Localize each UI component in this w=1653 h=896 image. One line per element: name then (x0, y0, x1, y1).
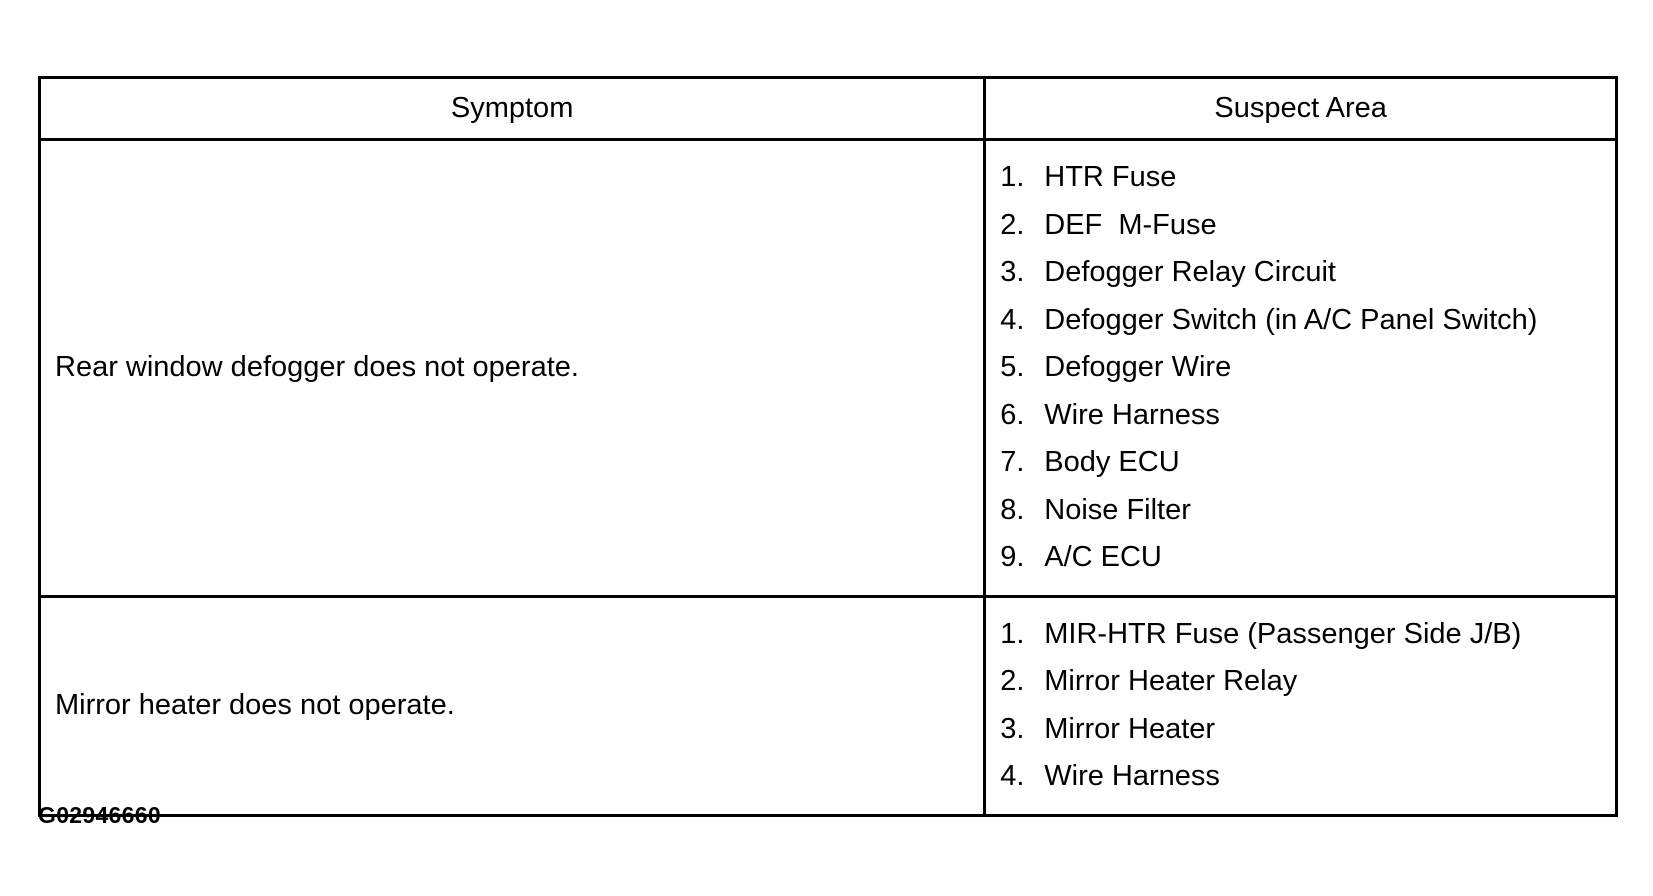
item-number: 3. (1000, 712, 1025, 745)
table-row (40, 140, 1617, 597)
item-number: 8. (1000, 493, 1025, 526)
item-number: 9. (1000, 541, 1025, 573)
header-symptom: Symptom (40, 78, 985, 140)
item-number: 1. (1000, 617, 1025, 650)
list-item (1000, 439, 1615, 487)
item-number: 7. (1000, 446, 1025, 478)
item-text: Wire Harness (1044, 398, 1220, 431)
item-text: Defogger Wire (1044, 351, 1232, 383)
item-number: 6. (1000, 398, 1025, 431)
list-item (1000, 249, 1615, 297)
item-text: Mirror Heater Relay (1044, 665, 1298, 697)
list-item (1000, 202, 1615, 250)
list-item (1000, 753, 1615, 801)
item-text: HTR Fuse (1044, 161, 1177, 193)
header-suspect-area: Suspect Area (985, 78, 1617, 140)
item-text: Defogger Relay Circuit (1044, 256, 1336, 288)
item-text: Wire Harness (1044, 760, 1220, 792)
table-header-row (40, 78, 1617, 140)
item-text: A/C ECU (1044, 541, 1162, 573)
symptom-cell: Rear window defogger does not operate. (40, 140, 985, 597)
symptom-table (38, 76, 1618, 817)
list-item (1000, 344, 1615, 392)
list-item (1000, 297, 1615, 345)
item-number: 4. (1000, 760, 1025, 792)
list-item (1000, 392, 1615, 440)
item-text: Noise Filter (1044, 493, 1191, 526)
table-row (40, 596, 1617, 815)
list-item (1000, 658, 1615, 706)
list-item (1000, 154, 1615, 202)
figure-id: G02946660 (38, 802, 161, 828)
symptom-cell: Mirror heater does not operate. (40, 596, 985, 815)
list-item (1000, 706, 1615, 754)
item-text: Body ECU (1044, 446, 1180, 478)
suspect-list (1000, 611, 1615, 801)
list-item (1000, 611, 1615, 659)
suspect-list (1000, 154, 1615, 582)
list-item (1000, 534, 1615, 582)
item-number: 3. (1000, 256, 1025, 288)
item-text: MIR-HTR Fuse (Passenger Side J/B) (1044, 617, 1522, 650)
suspect-cell (985, 140, 1617, 597)
suspect-cell (985, 596, 1617, 815)
item-number: 2. (1000, 208, 1025, 241)
item-text: Mirror Heater (1044, 712, 1216, 745)
list-item (1000, 487, 1615, 535)
item-number: 2. (1000, 665, 1025, 697)
item-text: DEF M-Fuse (1044, 208, 1217, 241)
item-number: 4. (1000, 303, 1025, 336)
item-number: 5. (1000, 351, 1025, 383)
item-text: Defogger Switch (in A/C Panel Switch) (1044, 303, 1538, 336)
item-number: 1. (1000, 161, 1025, 193)
